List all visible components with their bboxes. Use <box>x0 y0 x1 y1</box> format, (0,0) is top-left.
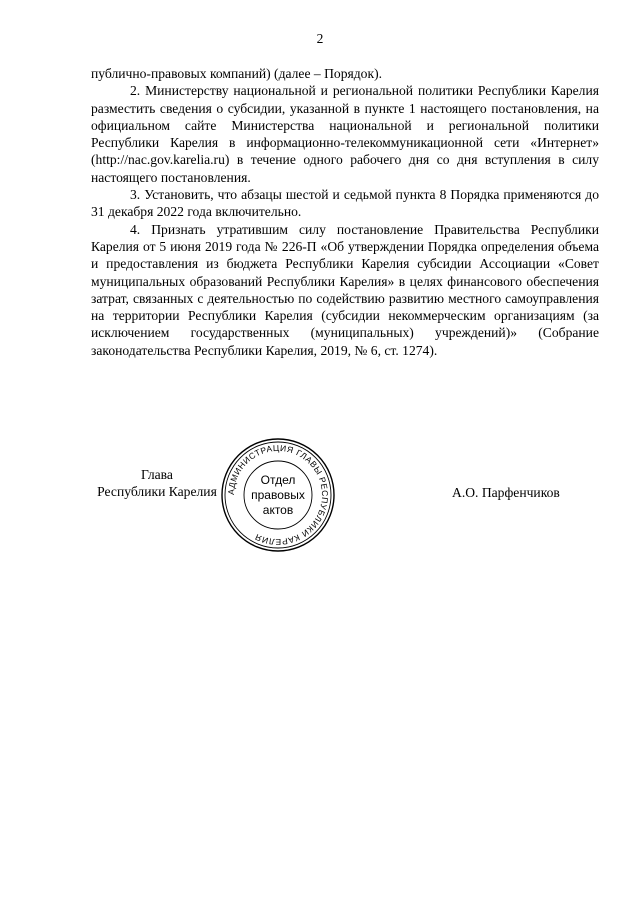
stamp-center-line1: Отдел <box>260 473 296 487</box>
page-number: 2 <box>316 31 324 46</box>
stamp-center-line3: актов <box>262 503 294 517</box>
paragraph-2: 2. Министерству национальной и региональной политики Республики Карелия разместить сведения о субсидии, указанной в пункте 1 настоящего постановления, на официальном сайте Министерства национальной и региональной политики Республики Карелия в информационно-телекоммуникационной сети «Интернет» (http://nac.gov.karelia.ru) в течение одного рабочего дня со дня вступления в силу настоящего постановления. <box>91 83 599 185</box>
paragraph-3: 3. Установить, что абзацы шестой и седьмой пункта 8 Порядка применяются до 31 декабря 2022 года включительно. <box>91 187 599 220</box>
document-body <box>91 65 599 359</box>
signatory-name: А.О. Парфенчиков <box>452 485 560 500</box>
signatory-title-line2: Республики Карелия <box>97 484 217 500</box>
signatory-title <box>91 466 223 501</box>
paragraph-4: 4. Признать утратившим силу постановление Правительства Республики Карелия от 5 июня 2019 года № 226-П «Об утверждении Порядка определения объема и предоставления из бюджета Республики Карелия субсидии Ассоциации «Совет муниципальных образований Республики Карелия» в целях финансового обеспечения затрат, связанных с деятельностью по содействию развитию местного самоуправления на территории Республики Карелия (субсидии некоммерческим организациям (за исключением государственных (муниципальных) учреждений)» (Собрание законодательства Республики Карелия, 2019, № 6, ст. 1274). <box>91 221 599 358</box>
stamp-center-line2: правовых <box>251 488 305 502</box>
official-stamp <box>219 436 337 554</box>
paragraph-continuation: публично-правовых компаний) (далее – Порядок). <box>91 66 382 81</box>
stamp-ring-text: АДМИНИСТРАЦИЯ ГЛАВЫ РЕСПУБЛИКИ КАРЕЛИЯ <box>225 442 331 548</box>
signatory-title-line1: Глава <box>141 467 173 482</box>
